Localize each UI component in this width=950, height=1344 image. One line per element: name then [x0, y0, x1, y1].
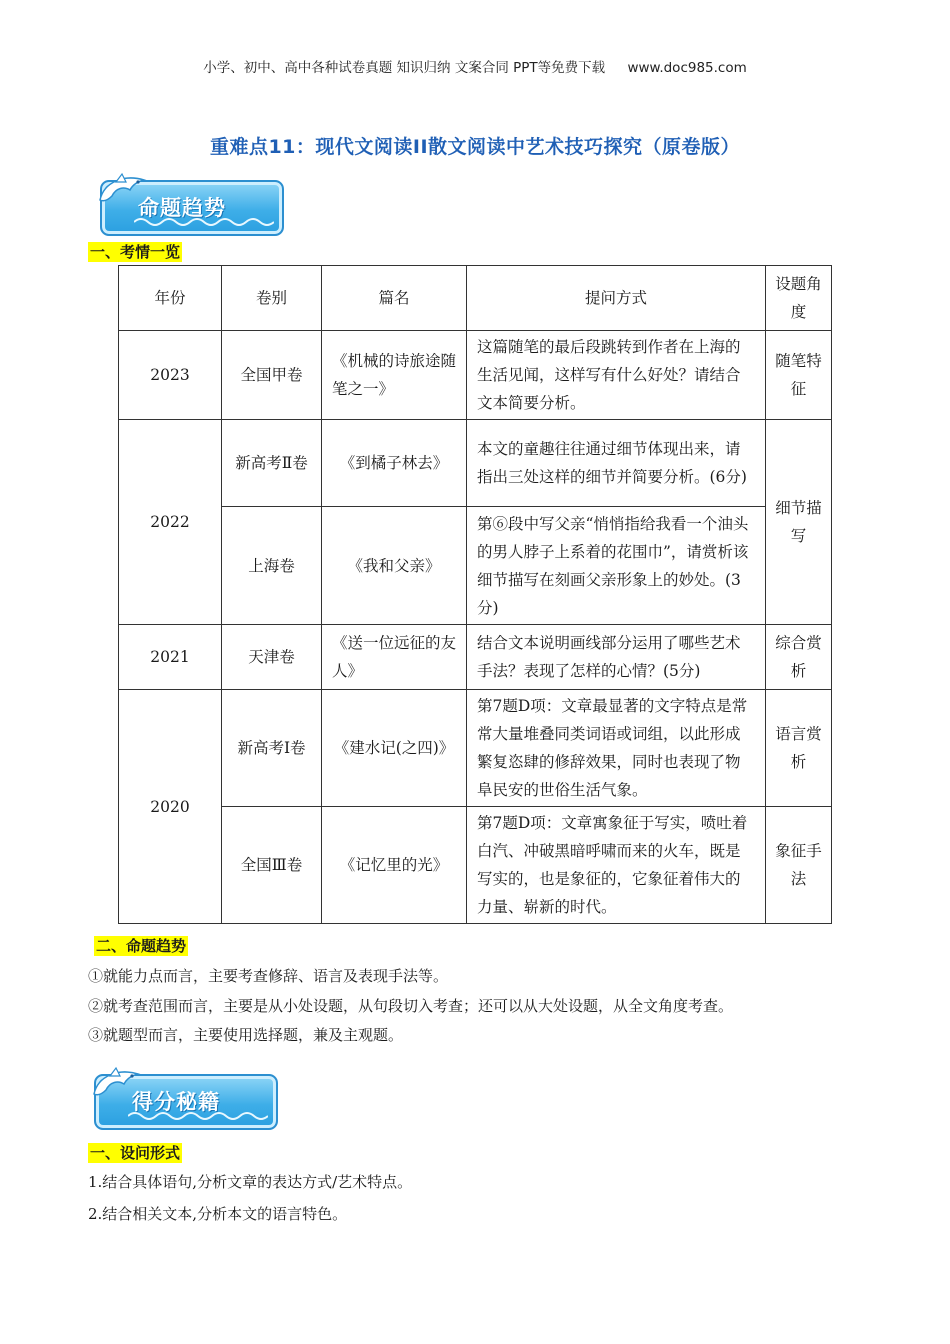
cell-question: 这篇随笔的最后段跳转到作者在上海的生活见闻，这样写有什么好处？请结合文本简要分析。 — [467, 331, 766, 420]
header-site-link[interactable]: www.doc985.com — [627, 60, 747, 76]
cell-angle: 随笔特征 — [766, 331, 832, 420]
th-angle: 设题角度 — [766, 266, 832, 331]
cell-paper: 全国Ⅲ卷 — [222, 807, 322, 924]
cell-question: 本文的童趣往往通过细节体现出来，请指出三处这样的细节并简要分析。(6分) — [467, 420, 766, 507]
table-header-row — [119, 266, 832, 331]
table-row — [119, 807, 832, 924]
question-form-item: 1.结合具体语句,分析文章的表达方式/艺术特点。 — [88, 1173, 413, 1191]
th-question: 提问方式 — [467, 266, 766, 331]
cell-question: 第7题D项：文章最显著的文字特点是常常大量堆叠同类词语或词组，以此形成繁复恣肆的修辞效果，同时也表现了物阜民安的世俗生活气象。 — [467, 690, 766, 807]
cell-title: 《记忆里的光》 — [322, 807, 467, 924]
cell-paper: 上海卷 — [222, 507, 322, 625]
cell-year: 2023 — [119, 331, 222, 420]
cell-paper: 新高考Ⅱ卷 — [222, 420, 322, 507]
banner-trend — [94, 170, 286, 234]
cell-angle: 象征手法 — [766, 807, 832, 924]
cell-paper: 新高考Ⅰ卷 — [222, 690, 322, 807]
table-row — [119, 420, 832, 507]
cell-angle: 综合赏析 — [766, 625, 832, 690]
cell-title: 《建水记(之四)》 — [322, 690, 467, 807]
wave-decoration — [134, 216, 274, 228]
cell-angle: 细节描写 — [766, 420, 832, 625]
th-title: 篇名 — [322, 266, 467, 331]
section3-heading: 一、设问形式 — [90, 1144, 181, 1162]
section1-heading: 一、考情一览 — [90, 243, 181, 261]
wave-decoration — [128, 1110, 268, 1122]
th-paper: 卷别 — [222, 266, 322, 331]
table-row — [119, 625, 832, 690]
trend-item: ②就考查范围而言，主要是从小处设题，从句段切入考查；还可以从大处设题，从全文角度考查。 — [88, 997, 734, 1015]
cell-year: 2020 — [119, 690, 222, 924]
cell-year: 2021 — [119, 625, 222, 690]
page-header — [0, 56, 950, 76]
cell-title: 《到橘子林去》 — [322, 420, 467, 507]
table-row — [119, 690, 832, 807]
cell-question: 第7题D项：文章寓象征于写实，喷吐着白汽、冲破黑暗呼啸而来的火车，既是写实的，也是象征的，它象征着伟大的力量、崭新的时代。 — [467, 807, 766, 924]
question-form-item: 2.结合相关文本,分析本文的语言特色。 — [88, 1205, 348, 1223]
cell-title: 《机械的诗旅途随笔之一》 — [322, 331, 467, 420]
table-row — [119, 331, 832, 420]
trend-item: ①就能力点而言，主要考查修辞、语言及表现手法等。 — [88, 967, 449, 985]
banner-tips-label: 得分秘籍 — [132, 1090, 220, 1114]
section2-heading: 二、命题趋势 — [96, 937, 187, 955]
cell-title: 《送一位远征的友人》 — [322, 625, 467, 690]
banner-tips — [88, 1064, 280, 1128]
cell-title: 《我和父亲》 — [322, 507, 467, 625]
th-year: 年份 — [119, 266, 222, 331]
cell-paper: 天津卷 — [222, 625, 322, 690]
table-row — [119, 507, 832, 625]
cell-angle: 语言赏析 — [766, 690, 832, 807]
page-title: 重难点11：现代文阅读II散文阅读中艺术技巧探究（原卷版） — [209, 136, 741, 158]
exam-overview-table — [118, 265, 832, 924]
cell-paper: 全国甲卷 — [222, 331, 322, 420]
cell-year: 2022 — [119, 420, 222, 625]
cell-question: 结合文本说明画线部分运用了哪些艺术手法？表现了怎样的心情？(5分) — [467, 625, 766, 690]
cell-question: 第⑥段中写父亲“悄悄指给我看一个油头的男人脖子上系着的花围巾”，请赏析该细节描写在刻画父亲形象上的妙处。(3分) — [467, 507, 766, 625]
banner-trend-label: 命题趋势 — [138, 196, 226, 220]
header-tagline: 小学、初中、高中各种试卷真题 知识归纳 文案合同 PPT等免费下载 — [203, 60, 606, 76]
trend-item: ③就题型而言，主要使用选择题，兼及主观题。 — [88, 1026, 404, 1044]
